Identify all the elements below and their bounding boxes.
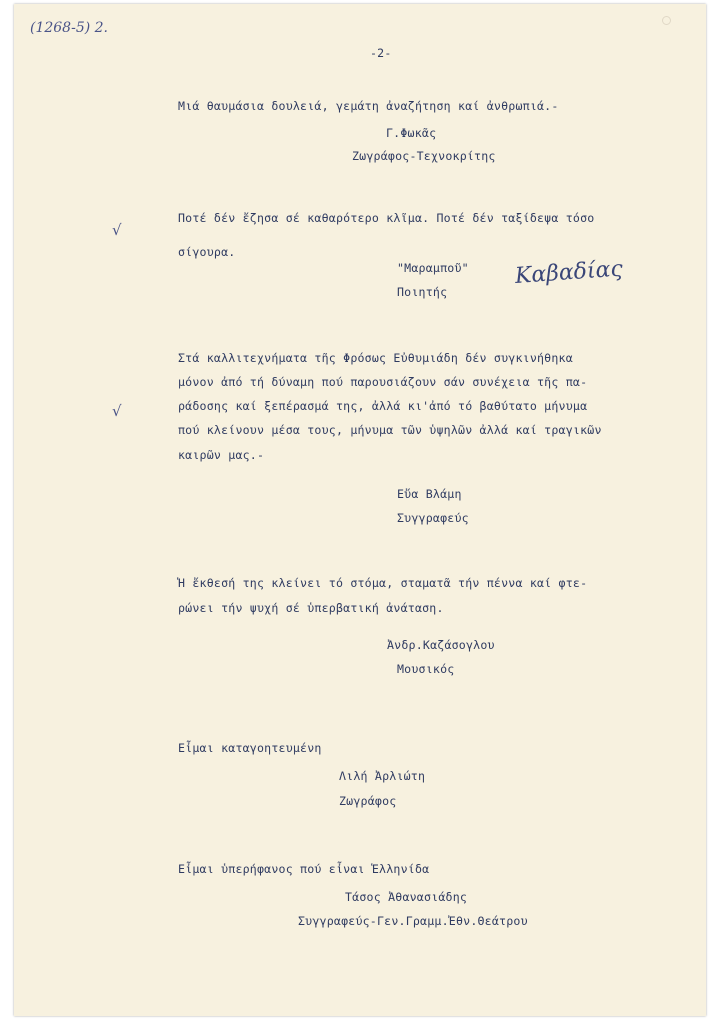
testimonial-2-role: Ποιητής	[397, 285, 448, 299]
testimonial-3-line-3: ράδοσης καί ξεπέρασμά της, ἀλλά κι'ἀπό τό βαθύτατο μήνυμα	[178, 399, 588, 413]
testimonial-4-author: Ἀνδρ.Καζάσογλου	[387, 638, 495, 652]
page-corner-mark	[662, 16, 671, 25]
handwritten-signature: Καβαδίας	[514, 256, 624, 289]
testimonial-1-author: Γ.Φωκᾶς	[386, 126, 437, 140]
testimonial-5-role: Ζωγράφος	[339, 794, 397, 808]
margin-check-mark-1: √	[112, 221, 122, 239]
testimonial-5-line-1: Εἶμαι καταγοητευμένη	[178, 741, 322, 755]
testimonial-1-role: Ζωγράφος-Τεχνοκρίτης	[352, 149, 496, 163]
testimonial-2-line-2: σίγουρα.	[178, 245, 236, 259]
testimonial-3-line-2: μόνον ἀπό τή δύναμη πού παρουσιάζουν σάν συνέχεια τῆς πα-	[178, 375, 588, 389]
testimonial-4-line-1: Ἡ ἔκθεσή της κλείνει τό στόμα, σταματᾶ τήν πέννα καί φτε-	[178, 576, 588, 590]
testimonial-3-role: Συγγραφεύς	[397, 511, 469, 525]
testimonial-6-author: Τάσος Ἀθανασιάδης	[345, 890, 468, 904]
testimonial-5-author: Λιλή Ἀρλιώτη	[339, 769, 426, 783]
page-number: -2-	[370, 46, 392, 60]
testimonial-6-line-1: Εἶμαι ὑπερήφανος πού εἶναι Ἑλληνίδα	[178, 862, 430, 876]
testimonial-3-line-5: καιρῶν μας.-	[178, 448, 265, 462]
testimonial-3-line-4: πού κλείνουν μέσα τους, μήνυμα τῶν ὑψηλῶν ἀλλά καί τραγικῶν	[178, 423, 602, 437]
testimonial-2-author: "Μαραμποῦ"	[397, 261, 469, 275]
testimonial-4-line-2: ρώνει τήν ψυχή σέ ὑπερβατική ἀνάταση.	[178, 601, 444, 615]
testimonial-3-line-1: Στά καλλιτεχνήματα τῆς Φρόσως Εὐθυμιάδη δέν συγκινήθηκα	[178, 351, 573, 365]
testimonial-4-role: Μουσικός	[397, 662, 455, 676]
testimonial-1-line-1: Μιά θαυμάσια δουλειά, γεμάτη ἀναζήτηση καί ἀνθρωπιά.-	[178, 99, 559, 113]
testimonial-3-author: Εὔα Βλάμη	[397, 487, 462, 501]
archive-note: (1268-5) 2.	[30, 20, 108, 36]
testimonial-2-line-1: Ποτέ δέν ἔζησα σέ καθαρότερο κλῖμα. Ποτέ δέν ταξίδεψα τόσο	[178, 211, 595, 225]
testimonial-6-role: Συγγραφεύς-Γεν.Γραμμ.Ἐθν.Θεάτρου	[298, 914, 528, 928]
margin-check-mark-2: √	[112, 402, 122, 420]
